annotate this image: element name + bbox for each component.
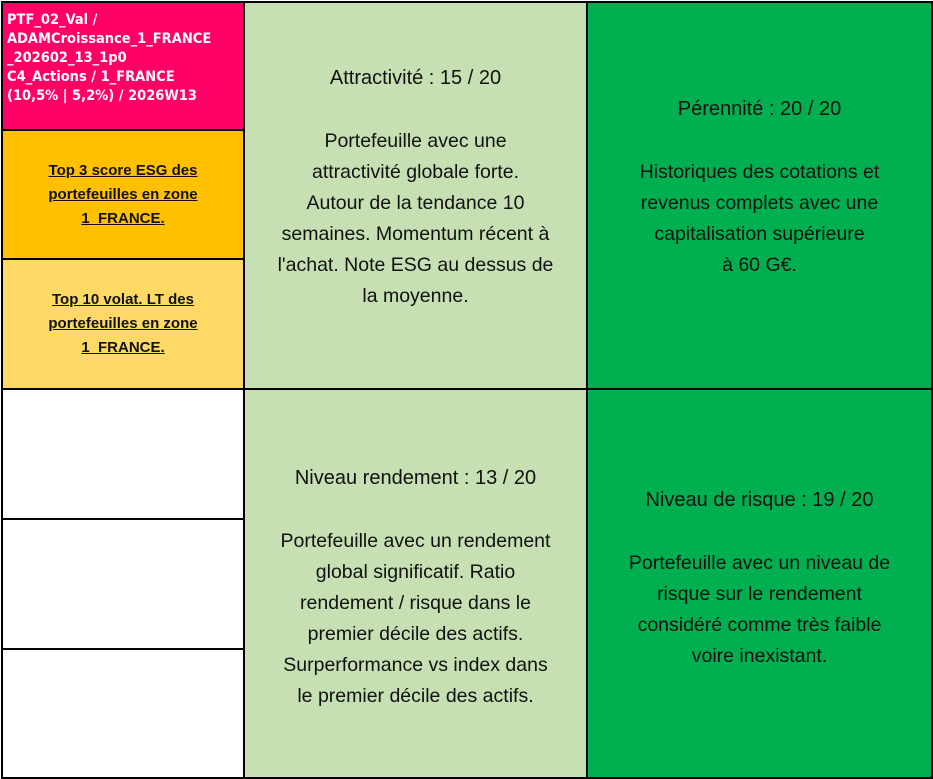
risque-description: Portefeuille avec un niveau de risque sur le rendement considéré comme très faible voire inexistant. — [628, 551, 891, 667]
top10-volatility-link[interactable]: Top 10 volat. LT des portefeuilles en zone 1_FRANCE. — [48, 291, 198, 356]
attractivite-card — [243, 1, 588, 390]
portfolio-label: PTF_02_Val / ADAMCroissance_1_FRANCE _202602_13_1p0 C4_Actions / 1_FRANCE (10,5% | 5,2%) / 2026W13 — [7, 12, 212, 104]
perennite-description: Historiques des cotations et revenus complets avec une capitalisation supérieure à 60 G€. — [639, 160, 880, 276]
top3-esg-link[interactable]: Top 3 score ESG des portefeuilles en zone 1_FRANCE. — [48, 161, 198, 227]
attractivite-description: Portefeuille avec une attractivité globale forte. Autour de la tendance 10 semaines. Momentum récent à l'achat. Note ESG au dessus de la moyenne. — [277, 129, 554, 307]
portfolio-header-cell — [1, 1, 245, 131]
empty-cell-2 — [1, 518, 245, 650]
attractivite-title: Attractivité : 15 / 20 — [329, 66, 502, 89]
top10-volatility-cell[interactable] — [1, 258, 245, 390]
empty-cell-3 — [1, 648, 245, 779]
rendement-description: Portefeuille avec un rendement global significatif. Ratio rendement / risque dans le premier décile des actifs. Surperformance vs index dans le premier décile des actifs. — [280, 529, 551, 707]
rendement-title: Niveau rendement : 13 / 20 — [294, 466, 537, 489]
risque-title: Niveau de risque : 19 / 20 — [645, 488, 874, 511]
perennite-title: Pérennité : 20 / 20 — [677, 97, 842, 120]
top3-esg-cell[interactable] — [1, 129, 245, 260]
perennite-card — [586, 1, 933, 390]
risque-card — [586, 388, 933, 779]
rendement-card — [243, 388, 588, 779]
empty-cell-1 — [1, 388, 245, 520]
